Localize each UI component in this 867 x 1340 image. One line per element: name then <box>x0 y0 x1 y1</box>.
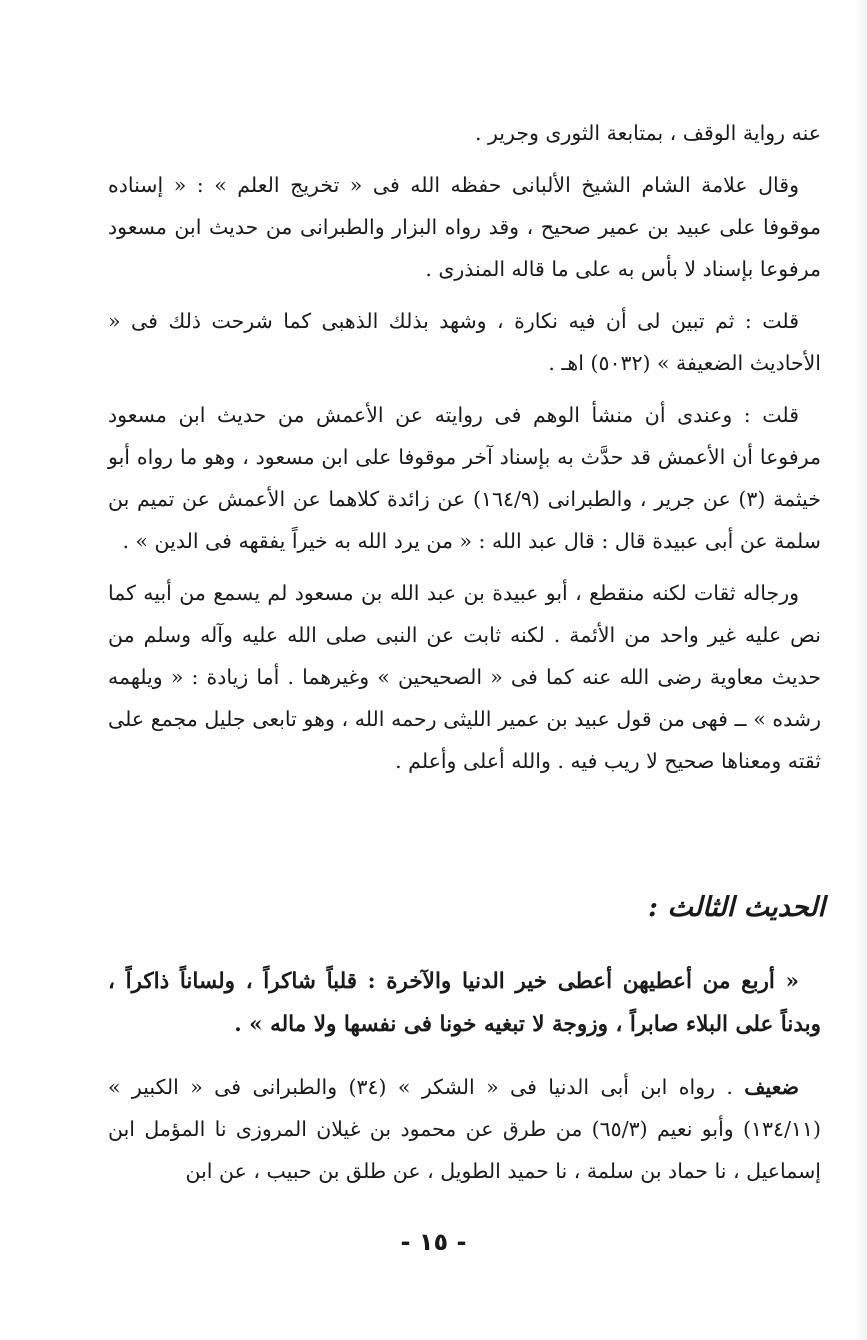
section-heading: الحديث الثالث : <box>648 892 825 923</box>
paragraph-5: ورجاله ثقات لكنه منقطع ، أبو عبيدة بن عبد الله بن مسعود لم يسمع من أبيه كما نص عليه غير واحد من الأئمة . لكنه ثابت عن النبى صلى الله عليه وآله وسلم من حديث معاوية رضى الله عنه كما فى « الصحيحين » وغيرهما . أما زيادة : « ويلهمه رشده » ــ فهى من قول عبيد بن عمير الليثى رحمه الله ، وهو تابعى جليل مجمع على ثقته ومعناها صحيح لا ريب فيه . والله أعلى وأعلم . <box>108 581 821 773</box>
takhrij-paragraph <box>108 1066 821 1192</box>
takhrij-text: . رواه ابن أبى الدنيا فى « الشكر » (٣٤) والطبرانى فى « الكبير » (١٣٤/١١) وأبو نعيم (٦٥/٣) من طرق عن محمود بن غيلان المروزى نا المؤمل ابن إسماعيل ، نا حماد بن سلمة ، نا حميد الطويل ، عن طلق بن حبيب ، عن ابن <box>108 1075 821 1183</box>
hadith-text: « أربع من أعطيهن أعطى خير الدنيا والآخرة : قلباً شاكراً ، ولساناً ذاكراً ، وبدناً على البلاء صابراً ، وزوجة لا تبغيه خونا فى نفسها ولا ماله » . <box>108 969 821 1037</box>
paragraph-3: قلت : ثم تبين لى أن فيه نكارة ، وشهد بذلك الذهبى كما شرحت ذلك فى « الأحاديث الضعيفة » (٥٠٣٢) اهـ . <box>108 309 821 375</box>
paragraph-1: عنه رواية الوقف ، بمتابعة الثورى وجرير . <box>474 121 821 145</box>
grade-label: ضعيف <box>744 1075 799 1099</box>
paragraph-4: قلت : وعندى أن منشأ الوهم فى روايته عن الأعمش من حديث ابن مسعود مرفوعا أن الأعمش قد حدَّث به بإسناد آخر موقوفا على ابن مسعود ، وهو ما رواه أبو خيثمة (٣) عن جرير ، والطبرانى (١٦٤/٩) عن زائدة كلاهما عن الأعمش عن تميم بن سلمة عن أبى عبيدة قال : قال عبد الله : « من يرد الله به خيراً يفقهه فى الدين » . <box>108 403 821 553</box>
main-text-block <box>108 112 821 792</box>
paragraph-2: وقال علامة الشام الشيخ الألبانى حفظه الله فى « تخريج العلم » : « إسناده موقوفا على عبيد بن عمير صحيح ، وقد رواه البزار والطبرانى من حديث ابن مسعود مرفوعا بإسناد لا بأس به على ما قاله المنذرى . <box>108 173 821 281</box>
page-number: - ١٥ - <box>400 1228 467 1256</box>
page-edge-shadow <box>853 0 867 1340</box>
